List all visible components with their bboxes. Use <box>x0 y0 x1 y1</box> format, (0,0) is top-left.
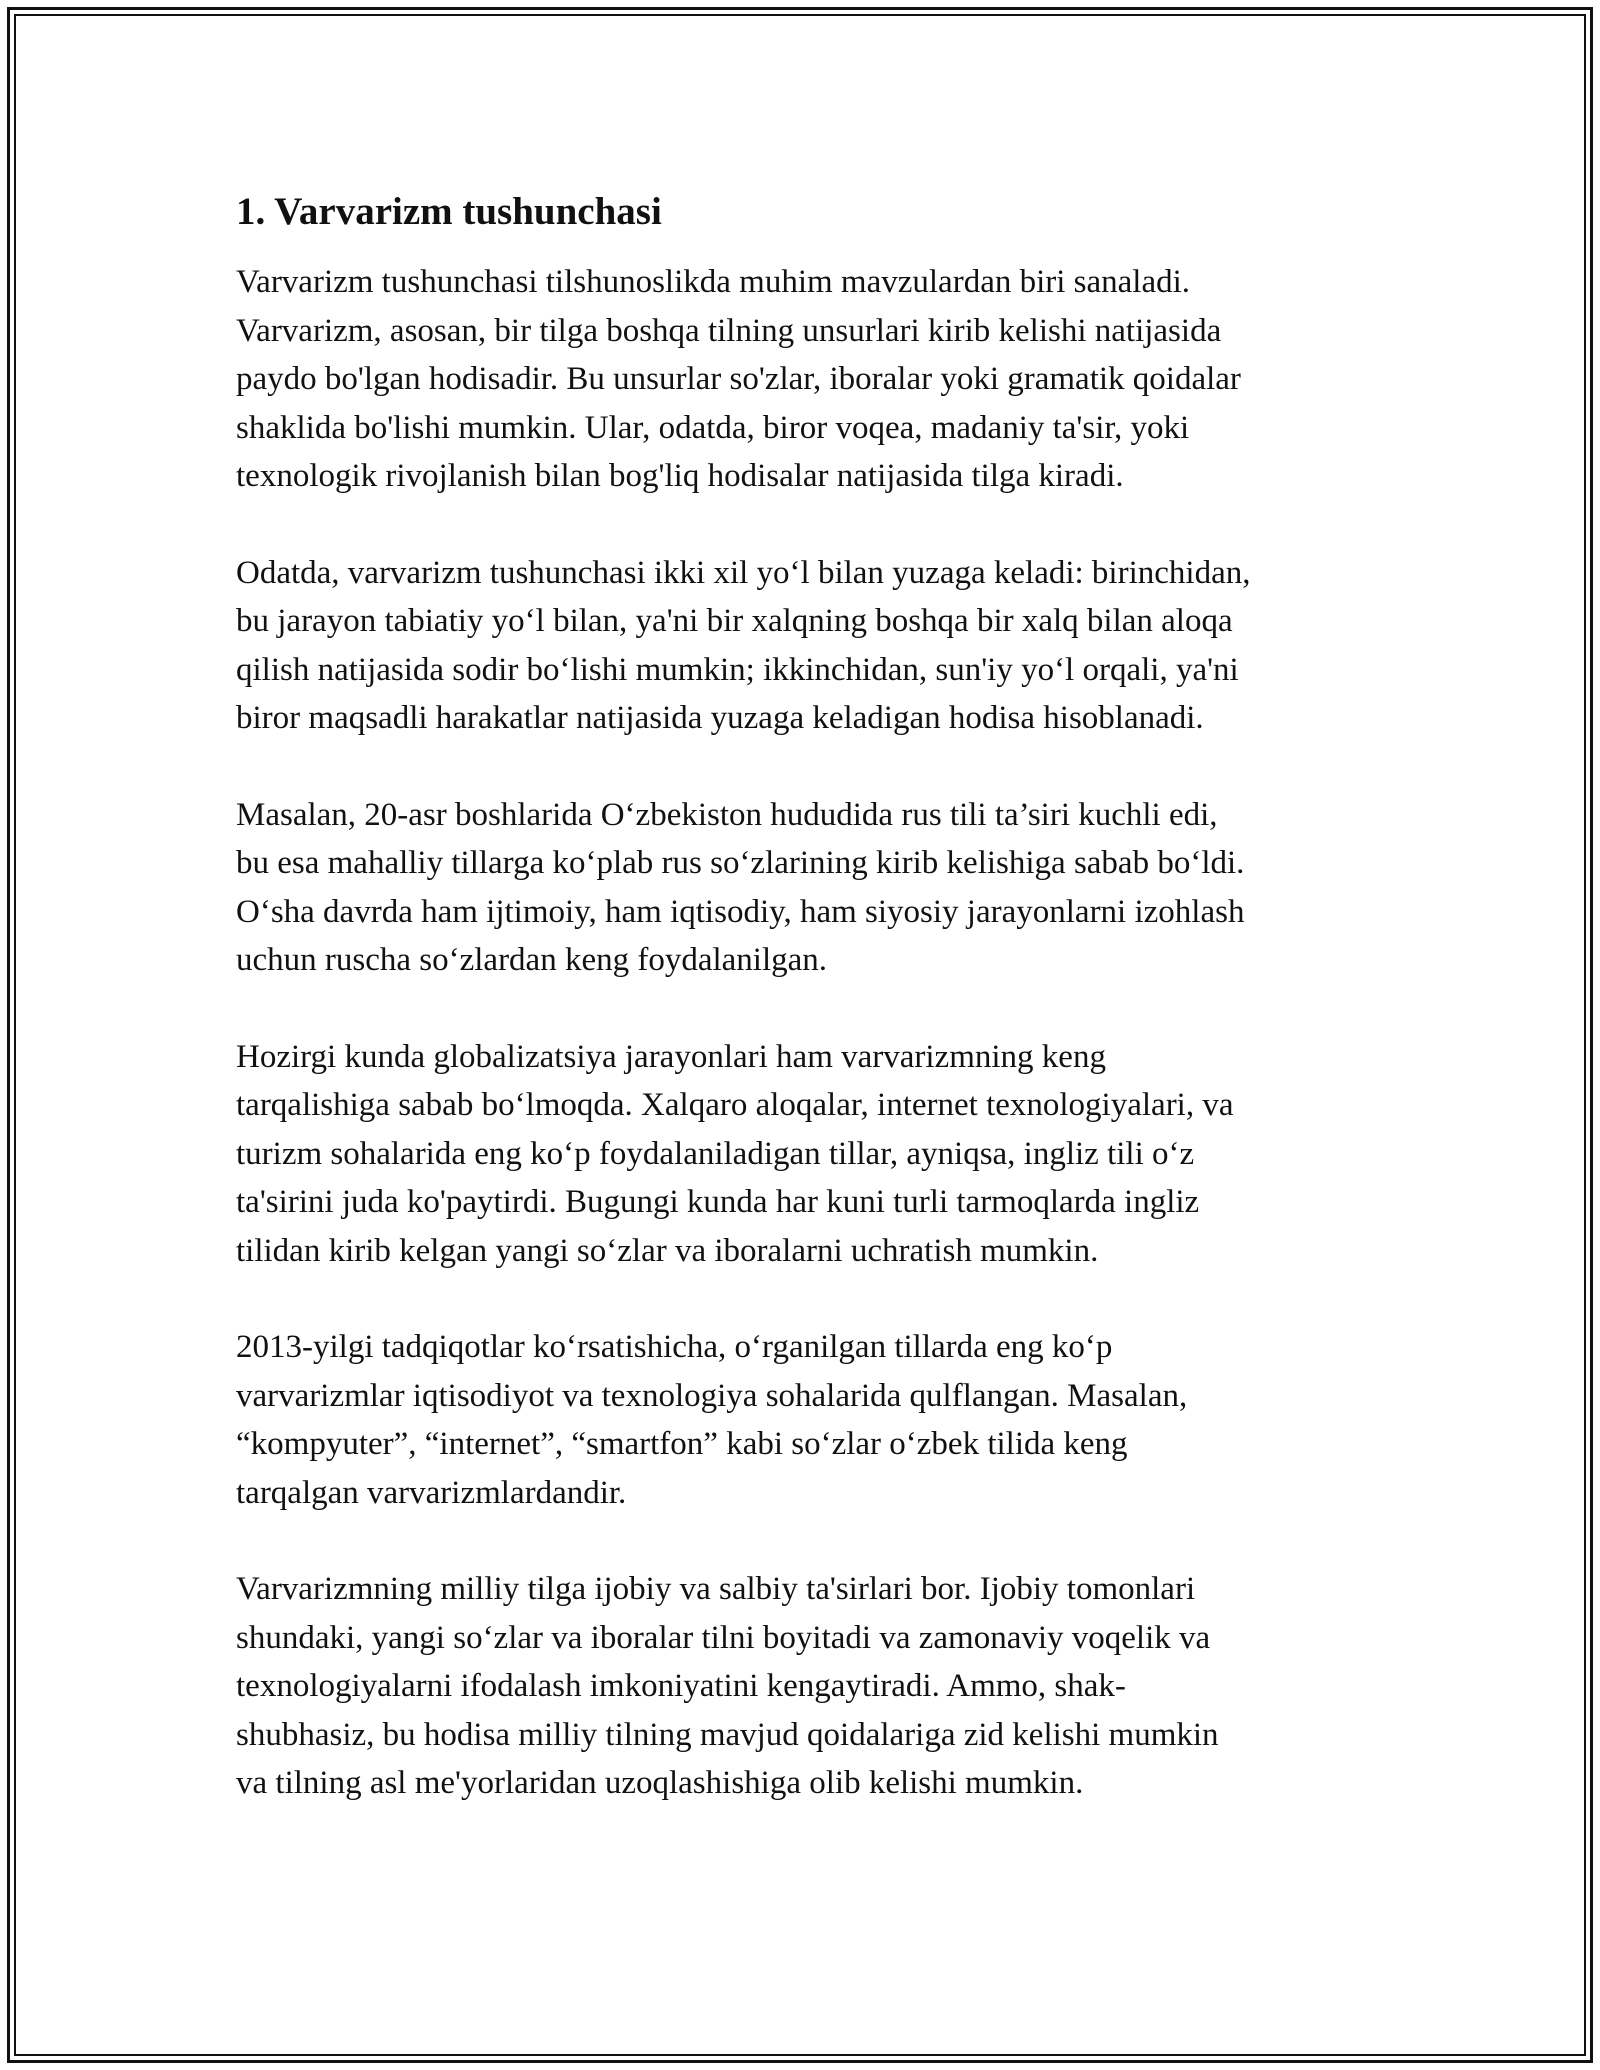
paragraph-6: Varvarizmning milliy tilga ijobiy va salbiy ta'sirlari bor. Ijobiy tomonlari shundaki, yangi so‘zlar va iboralar tilni boyitadi va zamonaviy voqelik va texnologiyalarni ifodalash imkoniyatini kengaytiradi. Ammo, shak- shubhasiz, bu hodisa milliy tilning mavjud qoidalariga zid kelishi mumkin va tilning asl me'yorlaridan uzoqlashishiga olib kelishi mumkin. <box>236 1571 1219 1801</box>
paragraph-5: 2013-yilgi tadqiqotlar ko‘rsatishicha, o‘rganilgan tillarda eng ko‘p varvarizmlar iqtisodiyot va texnologiya sohalarida qulflangan. Masalan, “kompyuter”, “internet”, “smartfon” kabi so‘zlar o‘zbek tilida keng tarqalgan varvarizmlardandir. <box>236 1329 1188 1511</box>
paragraph-2: Odatda, varvarizm tushunchasi ikki xil yo‘l bilan yuzaga keladi: birinchidan, bu jarayon tabiatiy yo‘l bilan, ya'ni bir xalqning boshqa bir xalq bilan aloqa qilish natijasida sodir bo‘lishi mumkin; ikkinchidan, sun'iy yo‘l orqali, ya'ni biror maqsadli harakatlar natijasida yuzaga keladigan hodisa hisoblanadi. <box>236 554 1251 736</box>
paragraph-4: Hozirgi kunda globalizatsiya jarayonlari ham varvarizmning keng tarqalishiga sabab bo‘lmoqda. Xalqaro aloqalar, internet texnologiyalari, va turizm sohalarida eng ko‘p foydalaniladigan tillar, ayniqsa, ingliz tili o‘z ta'sirini juda ko'paytirdi. Bugungi kunda har kuni turli tarmoqlarda ingliz tilidan kirib kelgan yangi so‘zlar va iboralarni uchratish mumkin. <box>236 1038 1234 1269</box>
paragraph-1: Varvarizm tushunchasi tilshunoslikda muhim mavzulardan biri sanaladi. Varvarizm, asosan, bir tilga boshqa tilning unsurlari kirib kelishi natijasida paydo bo'lgan hodisadir. Bu unsurlar so'zlar, iboralar yoki gramatik qoidalar shaklida bo'lishi mumkin. Ular, odatda, biror voqea, madaniy ta'sir, yoki texnologik rivojlanish bilan bog'liq hodisalar natijasida tilga kiradi. <box>236 264 1241 494</box>
document-body <box>236 186 1386 1856</box>
section-heading: 1. Varvarizm tushunchasi <box>236 190 662 233</box>
paragraph-3: Masalan, 20-asr boshlarida O‘zbekiston hududida rus tili ta’siri kuchli edi, bu esa mahalliy tillarga ko‘plab rus so‘zlarining kirib kelishiga sabab bo‘ldi. O‘sha davrda ham ijtimoiy, ham iqtisodiy, ham siyosiy jarayonlarni izohlash uchun ruscha so‘zlardan keng foydalanilgan. <box>236 796 1245 978</box>
